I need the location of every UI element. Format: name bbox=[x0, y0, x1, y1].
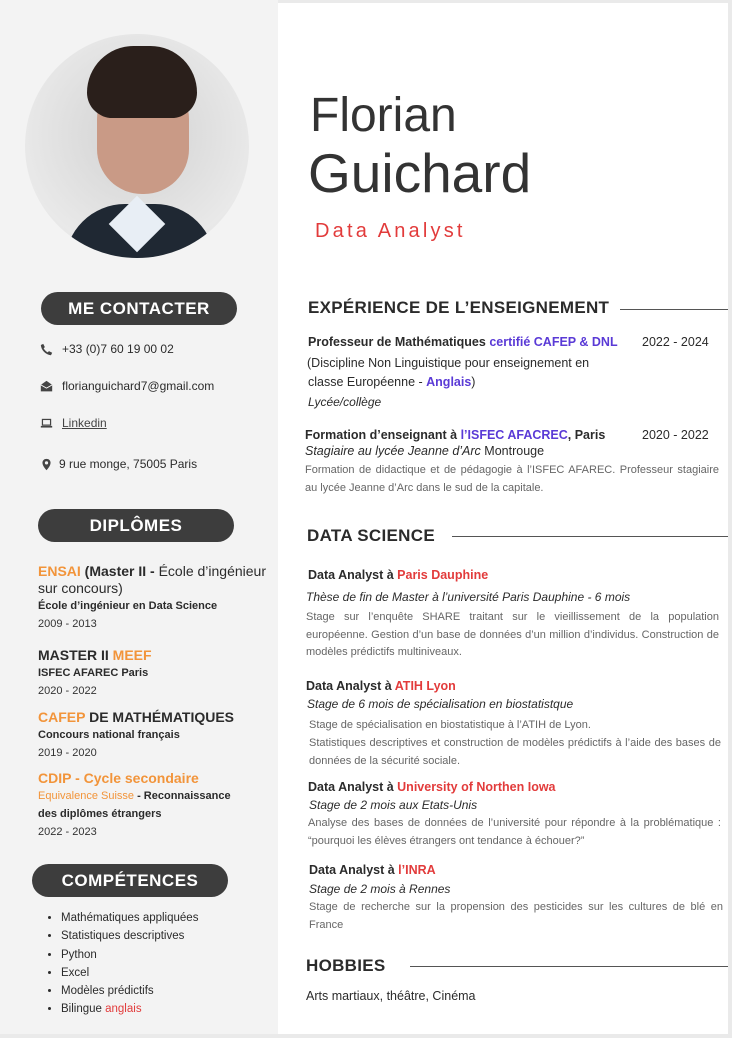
diploma-school-2: des diplômes étrangers bbox=[38, 808, 162, 820]
ds-job2-desc2: Statistiques descriptives et construction de modèles prédictifs à l’aide des bases de données de la sécurité sociale. bbox=[309, 737, 721, 767]
teaching-job1-title: Professeur de Mathématiques certifié CAFEP & DNL bbox=[308, 335, 618, 349]
ds-job2-desc1: Stage de spécialisation en biostatistique à l’ATIH de Lyon. bbox=[309, 719, 591, 731]
data-science-heading: DATA SCIENCE bbox=[307, 526, 435, 545]
section-divider bbox=[410, 966, 728, 967]
phone-row bbox=[40, 342, 174, 356]
diploma-school: Concours national français bbox=[38, 729, 180, 741]
ds-job4-title: Data Analyst à l’INRA bbox=[309, 863, 436, 877]
job-title: Data Analyst bbox=[315, 220, 466, 242]
skill-item: • Modèles prédictifs bbox=[61, 982, 198, 1000]
linkedin-link[interactable]: Linkedin bbox=[62, 416, 107, 430]
teaching-job1-line1: (Discipline Non Linguistique pour enseignement en bbox=[307, 356, 590, 370]
diploma-years: 2019 - 2020 bbox=[38, 747, 97, 759]
last-name: Guichard bbox=[308, 142, 532, 204]
ds-job2-title: Data Analyst à ATIH Lyon bbox=[306, 679, 456, 693]
diploma-title: CAFEP DE MATHÉMATIQUES bbox=[38, 709, 235, 725]
linkedin-row bbox=[40, 416, 107, 430]
teaching-job1-place: Lycée/collège bbox=[308, 395, 382, 409]
ds-job3-sub: Stage de 2 mois aux Etats-Unis bbox=[309, 798, 478, 812]
ds-job4-desc: Stage de recherche sur la propension des pesticides sur les cultures de blé en France bbox=[309, 901, 723, 931]
envelope-icon bbox=[40, 380, 53, 393]
diploma-title: CDIP - Cycle secondaire bbox=[38, 770, 199, 786]
phone-icon bbox=[40, 343, 53, 356]
teaching-job1-years: 2022 - 2024 bbox=[642, 335, 709, 349]
email-address[interactable]: florianguichard7@gmail.com bbox=[62, 379, 215, 393]
diploma-ensai bbox=[38, 563, 273, 633]
profile-photo bbox=[25, 34, 249, 258]
diploma-school: ISFEC AFAREC Paris bbox=[38, 667, 149, 679]
teaching-job2-title: Formation d’enseignant à l’ISFEC AFACREC, Paris bbox=[305, 428, 606, 442]
diplomas-heading: DIPLÔMES bbox=[38, 509, 234, 542]
diploma-title: ENSAI (Master II - École d’ingénieur sur concours) bbox=[38, 563, 266, 596]
ds-job3-desc: Analyse des bases de données de l’université pour répondre à la problématique : “pourquoi les élèves étrangers ont tendance à échouer?” bbox=[308, 817, 721, 847]
diploma-years: 2022 - 2023 bbox=[38, 826, 97, 838]
skills-list bbox=[47, 909, 198, 1019]
diploma-years: 2009 - 2013 bbox=[38, 618, 97, 630]
hobbies-heading: HOBBIES bbox=[306, 956, 386, 975]
diploma-school: École d’ingénieur en Data Science bbox=[38, 600, 218, 612]
diploma-title: MASTER II MEEF bbox=[38, 647, 152, 663]
ds-job3-title: Data Analyst à University of Northen Iowa bbox=[308, 780, 556, 794]
teaching-heading: EXPÉRIENCE DE L’ENSEIGNEMENT bbox=[308, 298, 610, 317]
skill-item: • Mathématiques appliquées bbox=[61, 909, 198, 927]
laptop-icon bbox=[40, 417, 53, 430]
teaching-job2-sub: Stagiaire au lycée Jeanne d’Arc Montrouge bbox=[305, 444, 545, 458]
skill-item: • Python bbox=[61, 946, 198, 964]
diploma-cdip bbox=[38, 770, 273, 841]
diploma-cafep bbox=[38, 709, 273, 762]
phone-number: +33 (0)7 60 19 00 02 bbox=[62, 342, 174, 356]
skill-item: • Excel bbox=[61, 964, 198, 982]
ds-job2-sub: Stage de 6 mois de spécialisation en biostatistque bbox=[307, 697, 574, 711]
address: 9 rue monge, 75005 Paris bbox=[59, 457, 198, 471]
teaching-job1-line2: classe Européenne - Anglais) bbox=[308, 375, 476, 389]
teaching-job2-years: 2020 - 2022 bbox=[642, 428, 709, 442]
map-pin-icon bbox=[40, 458, 53, 471]
ds-job1-desc: Stage sur l’enquête SHARE traitant sur le vieillissement de la population européenne. Gestion d’un base de données d’un million d’individus. Construction de modèles prédictifs multiniveaux. bbox=[306, 611, 719, 658]
contact-heading: ME CONTACTER bbox=[41, 292, 237, 325]
ds-job4-sub: Stage de 2 mois à Rennes bbox=[309, 882, 451, 896]
diploma-school: Equivalence Suisse - Reconnaissance bbox=[38, 790, 231, 802]
section-divider bbox=[452, 536, 728, 537]
teaching-job2-desc: Formation de didactique et de pédagogie à l’ISFEC AFAREC. Professeur stagiaire au lycée Jeanne d’Arc dans le sud de la capitale. bbox=[305, 464, 719, 494]
section-divider bbox=[620, 309, 728, 310]
skills-heading: COMPÉTENCES bbox=[32, 864, 228, 897]
first-name: Florian bbox=[310, 89, 457, 142]
address-row bbox=[40, 457, 197, 471]
diploma-meef bbox=[38, 647, 273, 700]
hobbies-text: Arts martiaux, théâtre, Cinéma bbox=[306, 989, 476, 1003]
skill-item: • Statistiques descriptives bbox=[61, 927, 198, 945]
ds-job1-title: Data Analyst à Paris Dauphine bbox=[308, 568, 489, 582]
ds-job1-sub: Thèse de fin de Master à l’université Paris Dauphine - 6 mois bbox=[306, 590, 631, 604]
diploma-years: 2020 - 2022 bbox=[38, 685, 97, 697]
email-row bbox=[40, 379, 214, 393]
skill-item: • Bilingue anglais bbox=[61, 1000, 198, 1018]
